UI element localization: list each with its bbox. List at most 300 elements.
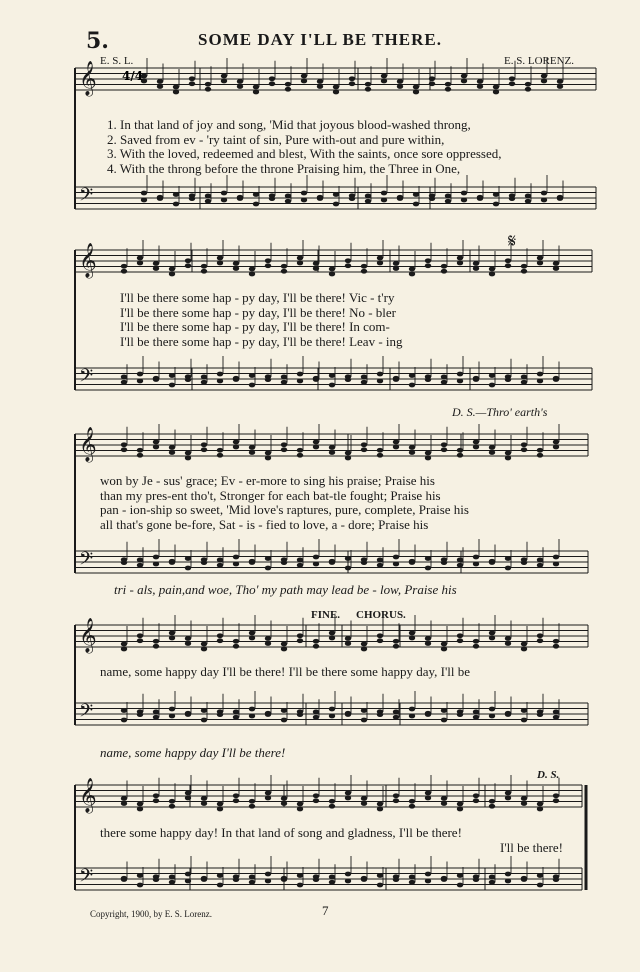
note-head (313, 445, 319, 450)
note-head (297, 256, 303, 261)
chorus-mark: CHORUS. (356, 609, 406, 621)
note-head (473, 555, 479, 560)
note-head (441, 647, 447, 652)
note-head (221, 191, 227, 196)
note-head (377, 633, 383, 638)
note-head (409, 707, 415, 712)
note-head (249, 636, 255, 641)
note-head (121, 801, 127, 806)
note-head (297, 883, 303, 888)
note-head (361, 876, 367, 881)
ds-mark: D. S. (537, 769, 560, 781)
note-head (505, 377, 511, 382)
note-head (377, 883, 383, 888)
note-head (265, 566, 271, 571)
copyright: Copyright, 1900, by E. S. Lorenz. (90, 909, 212, 919)
note-head (297, 633, 303, 638)
hymn-number: 5. (86, 28, 109, 54)
note-head (393, 261, 399, 266)
note-head (505, 451, 511, 456)
system1-lyrics (107, 118, 502, 176)
note-head (489, 450, 495, 455)
note-head (457, 873, 463, 878)
note-head (553, 440, 559, 445)
note-head (173, 90, 179, 95)
note-head (473, 266, 479, 271)
note-head (269, 76, 275, 81)
note-head (153, 440, 159, 445)
note-head (137, 261, 143, 266)
note-head (233, 555, 239, 560)
note-head (253, 202, 259, 207)
note-head (137, 557, 143, 562)
note-head (377, 563, 383, 568)
note-head (345, 711, 351, 716)
note-head (345, 263, 351, 268)
note-head (553, 709, 559, 714)
note-head (509, 81, 515, 86)
note-head (489, 272, 495, 277)
note-head (473, 709, 479, 714)
note-head (205, 82, 211, 87)
note-head (361, 642, 367, 647)
note-head (253, 90, 259, 95)
note-head (297, 807, 303, 812)
note-head (509, 76, 515, 81)
note-head (397, 195, 403, 200)
note-head (313, 440, 319, 445)
note-head (153, 261, 159, 266)
note-head (281, 264, 287, 269)
note-head (377, 453, 383, 458)
note-head (457, 448, 463, 453)
note-head (201, 801, 207, 806)
note-head (249, 631, 255, 636)
note-head (473, 562, 479, 567)
note-head (297, 712, 303, 717)
note-head (409, 636, 415, 641)
note-head (217, 807, 223, 812)
note-head (489, 636, 495, 641)
note-head (173, 192, 179, 197)
note-head (377, 256, 383, 261)
note-head (233, 877, 239, 882)
note-head (361, 269, 367, 274)
note-head (377, 802, 383, 807)
note-head (233, 639, 239, 644)
fine-mark: FINE. (311, 609, 341, 621)
note-head (297, 453, 303, 458)
note-head (473, 376, 479, 381)
note-head (521, 447, 527, 452)
note-head (457, 633, 463, 638)
system3-ds-lyric: tri - als, pain,and woe, Tho' my path may lead be - low, Praise his (114, 582, 457, 597)
note-head (457, 557, 463, 562)
note-head (141, 198, 147, 203)
note-head (153, 709, 159, 714)
verse-line: all that's gone be-fore, Sat - is - fied to love, a - dore; Praise his (100, 516, 429, 532)
note-head (477, 79, 483, 84)
note-head (521, 796, 527, 801)
note-head (521, 269, 527, 274)
note-head (489, 559, 495, 564)
note-head (137, 448, 143, 453)
note-head (121, 442, 127, 447)
note-head (409, 874, 415, 879)
note-head (185, 456, 191, 461)
note-head (521, 374, 527, 379)
note-head (477, 195, 483, 200)
note-head (169, 272, 175, 277)
note-head (413, 90, 419, 95)
note-head (537, 557, 543, 562)
note-head (489, 804, 495, 809)
note-head (141, 191, 147, 196)
note-head (329, 636, 335, 641)
note-head (121, 647, 127, 652)
note-head (393, 709, 399, 714)
treble-clef-icon: 𝄞 (79, 618, 97, 653)
note-head (457, 563, 463, 568)
note-head (169, 445, 175, 450)
note-head (397, 84, 403, 89)
note-head (137, 453, 143, 458)
note-head (429, 81, 435, 86)
note-head (329, 267, 335, 272)
note-head (361, 442, 367, 447)
note-head (153, 793, 159, 798)
note-head (249, 267, 255, 272)
note-head (521, 642, 527, 647)
note-head (153, 266, 159, 271)
note-head (281, 380, 287, 385)
note-head (221, 79, 227, 84)
note-head (157, 79, 163, 84)
note-head (537, 448, 543, 453)
note-head (185, 872, 191, 877)
note-head (281, 718, 287, 723)
note-head (201, 718, 207, 723)
verse-line: I'll be there some hap - py day, I'll be there! Vic - t'ry (120, 290, 395, 305)
note-head (185, 263, 191, 268)
note-head (461, 198, 467, 203)
note-head (233, 793, 239, 798)
note-head (537, 563, 543, 568)
note-head (425, 879, 431, 884)
note-head (393, 639, 399, 644)
note-head (249, 559, 255, 564)
note-head (505, 258, 511, 263)
bass-clef-icon: 𝄢 (79, 701, 94, 726)
music-credit: E. S. LORENZ. (504, 55, 574, 67)
note-head (237, 79, 243, 84)
note-head (493, 202, 499, 207)
note-head (265, 258, 271, 263)
note-head (233, 440, 239, 445)
note-head (457, 807, 463, 812)
note-head (505, 263, 511, 268)
note-head (505, 636, 511, 641)
note-head (345, 451, 351, 456)
note-head (233, 562, 239, 567)
note-head (265, 872, 271, 877)
note-head (473, 440, 479, 445)
note-head (537, 638, 543, 643)
note-head (441, 264, 447, 269)
note-head (265, 456, 271, 461)
note-head (441, 560, 447, 565)
note-head (265, 556, 271, 561)
system3-lyrics (100, 474, 469, 532)
note-head (301, 191, 307, 196)
note-head (505, 456, 511, 461)
note-head (233, 709, 239, 714)
note-head (461, 79, 467, 84)
verse-line: 3. With the loved, redeemed and blest, With the saints, once sore oppressed, (107, 146, 502, 161)
note-head (413, 202, 419, 207)
note-head (397, 79, 403, 84)
note-head (201, 642, 207, 647)
note-head (137, 802, 143, 807)
note-head (505, 556, 511, 561)
note-head (409, 267, 415, 272)
note-head (297, 873, 303, 878)
note-head (221, 198, 227, 203)
note-head (185, 258, 191, 263)
note-head (409, 373, 415, 378)
note-head (345, 556, 351, 561)
note-head (425, 796, 431, 801)
note-head (137, 379, 143, 384)
note-head (461, 191, 467, 196)
note-head (313, 639, 319, 644)
note-head (553, 715, 559, 720)
note-head (441, 876, 447, 881)
note-head (345, 456, 351, 461)
treble-clef-icon: 𝄞 (79, 427, 97, 462)
note-head (169, 804, 175, 809)
note-head (313, 798, 319, 803)
note-head (521, 718, 527, 723)
note-head (409, 445, 415, 450)
note-head (329, 804, 335, 809)
note-head (217, 883, 223, 888)
note-head (553, 877, 559, 882)
note-head (393, 562, 399, 567)
note-head (253, 192, 259, 197)
note-head (329, 272, 335, 277)
note-head (473, 715, 479, 720)
note-head (393, 440, 399, 445)
segno-icon: 𝄋 (508, 230, 517, 252)
note-head (441, 447, 447, 452)
note-head (521, 647, 527, 652)
note-head (553, 376, 559, 381)
verse-line: 2. Saved from ev - 'ry taint of sin, Pure with-out and pure within, (107, 131, 445, 147)
note-head (461, 74, 467, 79)
ds-intro: D. S.—Thro' earth's (452, 405, 548, 419)
note-head (281, 269, 287, 274)
treble-clef-icon: 𝄞 (79, 61, 97, 96)
note-head (249, 799, 255, 804)
note-head (441, 374, 447, 379)
note-head (281, 708, 287, 713)
note-head (553, 644, 559, 649)
note-head (153, 555, 159, 560)
note-head (349, 81, 355, 86)
note-head (473, 445, 479, 450)
note-head (525, 193, 531, 198)
note-head (505, 796, 511, 801)
note-head (173, 85, 179, 90)
note-head (265, 377, 271, 382)
note-head (221, 74, 227, 79)
note-head (121, 718, 127, 723)
bass-clef-icon: 𝄢 (79, 366, 94, 391)
note-head (297, 563, 303, 568)
note-head (121, 269, 127, 274)
note-head (505, 641, 511, 646)
note-head (393, 715, 399, 720)
note-head (345, 641, 351, 646)
note-head (441, 380, 447, 385)
note-head (329, 445, 335, 450)
note-head (233, 715, 239, 720)
note-head (365, 193, 371, 198)
note-head (557, 195, 563, 200)
note-head (301, 74, 307, 79)
note-head (349, 76, 355, 81)
note-head (473, 877, 479, 882)
note-head (205, 199, 211, 204)
note-head (317, 195, 323, 200)
note-head (541, 191, 547, 196)
note-head (185, 791, 191, 796)
note-head (169, 874, 175, 879)
note-head (441, 801, 447, 806)
note-head (217, 448, 223, 453)
note-head (189, 76, 195, 81)
note-head (313, 877, 319, 882)
note-head (361, 264, 367, 269)
note-head (201, 442, 207, 447)
note-head (393, 793, 399, 798)
note-head (553, 562, 559, 567)
note-head (185, 636, 191, 641)
note-head (201, 374, 207, 379)
note-head (249, 804, 255, 809)
note-head (249, 880, 255, 885)
note-head (409, 799, 415, 804)
note-head (313, 376, 319, 381)
note-head (445, 82, 451, 87)
hymn-title: SOME DAY I'LL BE THERE. (198, 30, 442, 49)
note-head (185, 556, 191, 561)
note-head (425, 456, 431, 461)
note-head (377, 807, 383, 812)
note-head (233, 445, 239, 450)
note-head (409, 450, 415, 455)
note-head (361, 560, 367, 565)
note-head (121, 642, 127, 647)
note-head (425, 556, 431, 561)
note-head (493, 192, 499, 197)
note-head (505, 711, 511, 716)
note-head (409, 272, 415, 277)
note-head (153, 877, 159, 882)
note-head (537, 802, 543, 807)
note-head (217, 256, 223, 261)
note-head (265, 451, 271, 456)
note-head (441, 796, 447, 801)
system5-lyric: there some happy day! In that land of song and gladness, I'll be there! (100, 825, 462, 840)
note-head (505, 791, 511, 796)
note-head (297, 261, 303, 266)
note-head (381, 74, 387, 79)
note-head (249, 272, 255, 277)
note-head (281, 876, 287, 881)
system5-lyric-2: I'll be there! (500, 840, 563, 855)
note-head (557, 79, 563, 84)
note-head (477, 84, 483, 89)
note-head (493, 85, 499, 90)
note-head (393, 376, 399, 381)
note-head (445, 193, 451, 198)
note-head (297, 379, 303, 384)
note-head (537, 372, 543, 377)
note-head (297, 448, 303, 453)
note-head (553, 261, 559, 266)
note-head (137, 563, 143, 568)
note-head (313, 644, 319, 649)
note-head (377, 873, 383, 878)
note-head (425, 641, 431, 646)
note-head (285, 199, 291, 204)
note-head (329, 631, 335, 636)
note-head (249, 383, 255, 388)
note-head (169, 267, 175, 272)
verse-line: 1. In that land of joy and song, 'Mid that joyous blood-washed throng, (107, 117, 471, 132)
note-head (169, 559, 175, 564)
verse-line: I'll be there some hap - py day, I'll be there! In com- (120, 319, 390, 334)
note-head (285, 82, 291, 87)
note-head (553, 639, 559, 644)
note-head (393, 798, 399, 803)
note-head (393, 445, 399, 450)
note-head (537, 379, 543, 384)
note-head (281, 560, 287, 565)
note-head (169, 799, 175, 804)
note-head (249, 450, 255, 455)
note-head (361, 801, 367, 806)
note-head (425, 258, 431, 263)
note-head (233, 266, 239, 271)
note-head (429, 196, 435, 201)
bass-clef-icon: 𝄢 (79, 866, 94, 891)
note-head (189, 196, 195, 201)
note-head (121, 447, 127, 452)
note-head (537, 256, 543, 261)
note-head (265, 791, 271, 796)
note-head (157, 195, 163, 200)
note-head (121, 796, 127, 801)
note-head (457, 883, 463, 888)
note-head (489, 373, 495, 378)
note-head (185, 641, 191, 646)
note-head (537, 261, 543, 266)
note-head (313, 555, 319, 560)
note-head (473, 261, 479, 266)
